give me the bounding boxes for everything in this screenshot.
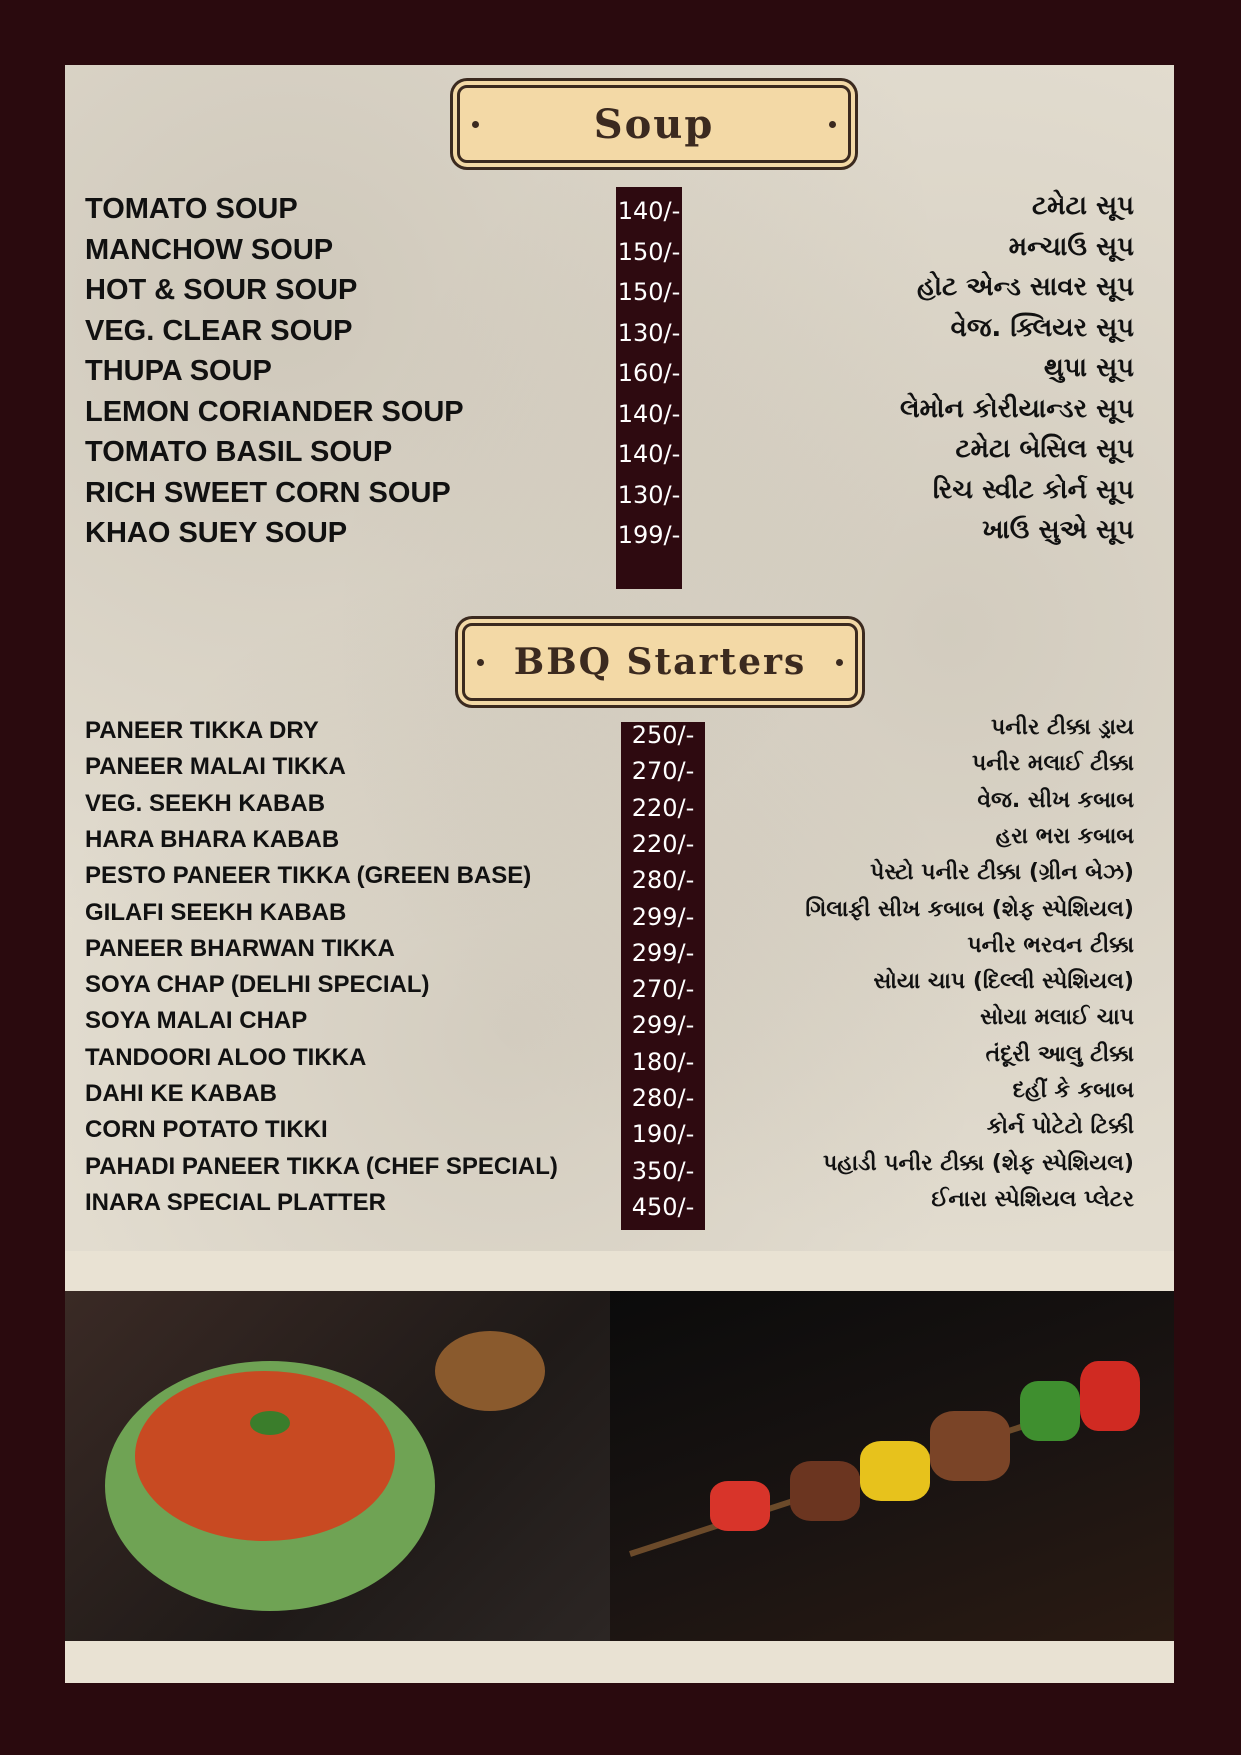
bbq-item-name: TANDOORI ALOO TIKKA — [85, 1043, 367, 1071]
bbq-item-gujarati-name: હરા ભરા કબાબ — [995, 823, 1134, 849]
bbq-item-name: PESTO PANEER TIKKA (GREEN BASE) — [85, 862, 532, 890]
bbq-item-gujarati-name: ગિલાફી સીખ કબાબ (શેફ સ્પેશિયલ) — [805, 896, 1134, 922]
bbq-item-name: INARA SPECIAL PLATTER — [85, 1188, 386, 1216]
bbq-item-name: PANEER BHARWAN TIKKA — [85, 934, 395, 962]
pepper-illustration — [710, 1481, 770, 1531]
soup-item-price: 130/- — [617, 480, 681, 509]
bbq-item-gujarati-name: પનીર ભરવન ટીક્કા — [967, 932, 1134, 958]
croutons-bowl-illustration — [435, 1331, 545, 1411]
soup-item-gujarati-name: લેમોન કોરીયાન્ડર સૂપ — [899, 393, 1134, 424]
banner-ornament-icon — [836, 659, 843, 666]
soup-item-name: THUPA SOUP — [85, 355, 272, 387]
bbq-section-title: BBQ Starters — [513, 641, 807, 683]
bbq-item-gujarati-name: ઈનારા સ્પેશિયલ પ્લેટર — [931, 1186, 1134, 1212]
soup-item-price: 140/- — [617, 197, 681, 225]
bbq-item-price: 270/- — [631, 975, 695, 1004]
bbq-item-price: 270/- — [631, 757, 695, 786]
soup-item-gujarati-name: થુપા સૂપ — [1043, 353, 1134, 383]
paneer-illustration — [790, 1461, 860, 1521]
menu-page — [65, 65, 1174, 1683]
bbq-item-name: GILAFI SEEKH KABAB — [85, 898, 347, 926]
bbq-item-gujarati-name: દહીં કે કબાબ — [1012, 1078, 1134, 1103]
soup-item-gujarati-name: ખાઉ સુએ સૂપ — [982, 515, 1134, 545]
bbq-item-price: 180/- — [631, 1047, 695, 1076]
capsicum-illustration — [1020, 1381, 1080, 1441]
bbq-item-gujarati-name: પેસ્ટો પનીર ટીક્કા (ગ્રીન બેઝ) — [870, 860, 1134, 886]
soup-item-name: RICH SWEET CORN SOUP — [85, 476, 451, 509]
soup-item-price: 140/- — [617, 440, 681, 468]
bbq-item-gujarati-name: સોયા ચાપ (દિલ્લી સ્પેશિયલ) — [873, 969, 1134, 995]
bbq-item-price: 280/- — [631, 1084, 695, 1112]
soup-item-name: HOT & SOUR SOUP — [85, 274, 358, 306]
bbq-item-gujarati-name: પનીર મલાઈ ટીક્કા — [971, 751, 1134, 777]
bbq-item-name: PANEER TIKKA DRY — [85, 717, 319, 744]
bbq-item-price: 220/- — [631, 793, 695, 822]
soup-item-name: TOMATO SOUP — [85, 193, 298, 225]
soup-item-gujarati-name: વેજ. ક્લિયર સૂપ — [950, 312, 1134, 343]
food-photo-strip — [65, 1251, 1174, 1683]
soup-section-banner — [457, 85, 851, 163]
soup-item-price: 130/- — [617, 318, 681, 347]
pepper-illustration — [1080, 1361, 1140, 1431]
bbq-item-price: 299/- — [631, 902, 695, 931]
soup-item-price: 150/- — [617, 278, 681, 306]
bbq-item-price: 280/- — [631, 866, 695, 895]
bbq-item-name: PAHADI PANEER TIKKA (CHEF SPECIAL) — [85, 1152, 558, 1180]
bbq-item-price: 299/- — [631, 1011, 695, 1040]
soup-item-name: VEG. CLEAR SOUP — [85, 314, 353, 347]
soup-item-gujarati-name: ટમેટા બેસિલ સૂપ — [955, 434, 1134, 464]
bbq-item-price: 250/- — [631, 721, 695, 749]
soup-item-gujarati-name: રિચ સ્વીટ કોર્ન સૂપ — [932, 474, 1134, 505]
soup-illustration — [135, 1371, 395, 1541]
soup-item-gujarati-name: ટમેટા સૂપ — [1032, 191, 1134, 221]
bbq-item-name: SOYA MALAI CHAP — [85, 1007, 308, 1035]
bbq-item-price: 299/- — [631, 938, 695, 967]
soup-item-price: 199/- — [617, 521, 681, 549]
bbq-item-name: CORN POTATO TIKKI — [85, 1116, 328, 1144]
soup-item-gujarati-name: હોટ એન્ડ સાવર સૂપ — [916, 272, 1134, 302]
tomato-soup-photo — [65, 1291, 610, 1641]
garnish-illustration — [250, 1411, 290, 1435]
bbq-item-name: HARA BHARA KABAB — [85, 825, 340, 853]
bbq-item-name: VEG. SEEKH KABAB — [85, 789, 326, 817]
bbq-item-price: 350/- — [631, 1156, 695, 1185]
bbq-section-banner — [462, 623, 858, 701]
bbq-item-name: PANEER MALAI TIKKA — [85, 753, 346, 781]
bbq-item-gujarati-name: પનીર ટીક્કા ડ્રાય — [990, 715, 1134, 740]
soup-item-price: 150/- — [617, 237, 681, 266]
bbq-item-gujarati-name: તંદૂરી આલુ ટીક્કા — [985, 1041, 1134, 1067]
bbq-item-name: DAHI KE KABAB — [85, 1080, 277, 1107]
paneer-illustration — [930, 1411, 1010, 1481]
banner-ornament-icon — [829, 121, 836, 128]
pepper-illustration — [860, 1441, 930, 1501]
soup-item-price: 160/- — [617, 359, 681, 387]
bbq-item-price: 220/- — [631, 829, 695, 858]
bbq-item-name: SOYA CHAP (DELHI SPECIAL) — [85, 971, 430, 999]
bbq-item-gujarati-name: સોયા મલાઈ ચાપ — [980, 1005, 1134, 1031]
bbq-skewer-photo — [610, 1291, 1174, 1641]
bbq-item-price: 450/- — [631, 1192, 695, 1221]
bbq-item-gujarati-name: વેજ. સીખ કબાબ — [977, 787, 1134, 813]
soup-section-title: Soup — [593, 100, 715, 148]
bbq-item-gujarati-name: કોર્ન પોટેટો ટિક્કી — [986, 1114, 1134, 1140]
soup-item-name: KHAO SUEY SOUP — [85, 517, 348, 549]
soup-item-gujarati-name: મન્ચાઉ સૂપ — [1008, 231, 1134, 262]
soup-item-name: MANCHOW SOUP — [85, 233, 334, 266]
soup-item-name: LEMON CORIANDER SOUP — [85, 395, 464, 428]
bbq-item-gujarati-name: પહાડી પનીર ટીક્કા (શેફ સ્પેશિયલ) — [822, 1150, 1134, 1176]
soup-item-price: 140/- — [617, 399, 681, 428]
soup-item-name: TOMATO BASIL SOUP — [85, 436, 393, 468]
banner-ornament-icon — [477, 659, 484, 666]
banner-ornament-icon — [472, 121, 479, 128]
bbq-item-price: 190/- — [631, 1120, 695, 1149]
